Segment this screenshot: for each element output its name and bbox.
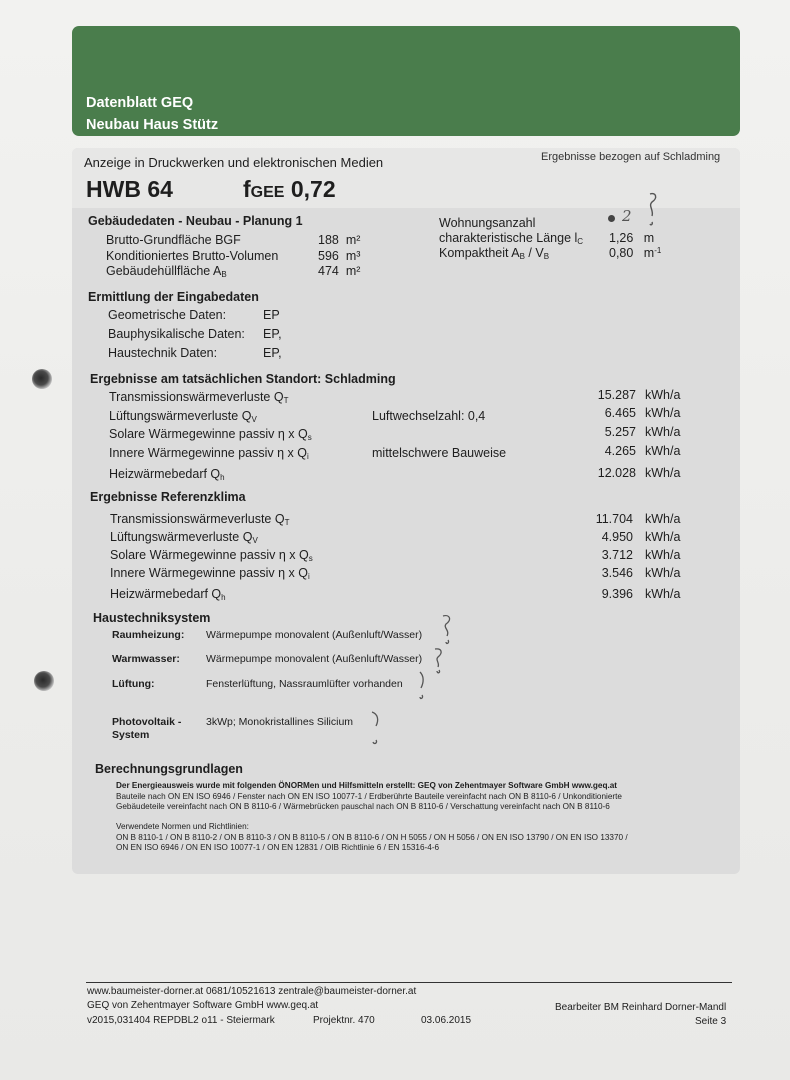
footer-editor: Bearbeiter BM Reinhard Dorner-Mandl: [555, 1002, 727, 1013]
site-unit-internal: kWh/a: [645, 444, 681, 458]
handwritten-dot: [608, 215, 615, 222]
basis-line-1: Bauteile nach ON EN ISO 6946 / Fenster nach ON EN ISO 10077-1 / Erdberührte Bauteile vereinfacht nach ON B 8110-6 / Unkonditionierte: [116, 792, 622, 801]
site-unit-ventilation: kWh/a: [645, 406, 681, 420]
ref-row-internal: Innere Wärmegewinne passiv η x $Q_i$: [110, 566, 310, 581]
footer-project: Projektnr. 470: [313, 1015, 375, 1026]
input-value-physics: EP,: [263, 327, 282, 341]
footer-contact: www.baumeister-dorner.at 0681/10521613 zentrale@baumeister-dorner.at: [87, 986, 417, 997]
site-unit-solar: kWh/a: [645, 425, 681, 439]
building-section-title: Gebäudedaten - Neubau - Planung 1: [88, 214, 303, 228]
basis-norms-title: Verwendete Normen und Richtlinien:: [116, 822, 249, 831]
basis-norms-1: ON B 8110-1 / ON B 8110-2 / ON B 8110-3 / ON B 8110-5 / ON B 8110-6 / ON H 5055 / ON H 5056 / ON EN ISO 13790 / ON EN ISO 13370 /: [116, 833, 628, 842]
site-row-solar: Solare Wärmegewinne passiv η x $Q_s$: [109, 427, 312, 442]
building-value-bgf: 188 m²: [318, 233, 361, 247]
fgee-value: 0,72: [290, 176, 336, 202]
input-row-tech: Haustechnik Daten:: [108, 346, 218, 360]
building-row-compactness: Kompaktheit $A_B / V_B$: [439, 246, 550, 261]
hwb-value: 64: [147, 176, 173, 202]
building-value-char-length: 1,26 m: [609, 231, 655, 245]
ref-unit-transmission: kWh/a: [645, 512, 681, 526]
handwritten-check-mark-1: [640, 190, 666, 232]
ref-value-solar: 3.712: [601, 548, 633, 562]
fgee-label: fGEE 0,72: [243, 176, 336, 202]
handwritten-unit-count: 2: [622, 207, 632, 225]
ht-label-pv: Photovoltaik -: [112, 716, 182, 728]
building-row-char-length: charakteristische Länge $l_C$: [439, 231, 584, 246]
ref-unit-ventilation: kWh/a: [645, 530, 681, 544]
basis-line-2: Gebäudeteile vereinfacht nach ON B 8110-6 / Wärmebrücken pauschal nach ON B 8110-6 / Verschattung vereinfacht nach ON B 8110-6: [116, 802, 610, 811]
punch-hole-bottom: [34, 671, 54, 691]
ref-unit-internal: kWh/a: [645, 566, 681, 580]
site-unit-heating: kWh/a: [645, 466, 681, 480]
ref-row-transmission: Transmissionswärmeverluste $Q_T$: [110, 512, 290, 527]
site-value-internal: 4.265: [604, 444, 636, 458]
input-row-physics: Bauphysikalische Daten:: [108, 327, 245, 341]
building-row-units: Wohnungsanzahl: [439, 216, 536, 230]
building-value-volume: 596 m³: [318, 249, 361, 263]
ht-value-water: Wärmepumpe monovalent (Außenluft/Wasser): [206, 653, 423, 665]
ht-label-water: Warmwasser:: [112, 653, 180, 665]
header-title: Datenblatt GEQ: [86, 95, 194, 111]
handwritten-check-mark-2: [438, 612, 458, 648]
input-value-geometry: EP: [263, 308, 280, 322]
header-subtitle: Neubau Haus Stütz: [86, 117, 219, 133]
input-section-title: Ermittlung der Eingabedaten: [88, 290, 259, 304]
ref-row-solar: Solare Wärmegewinne passiv η x $Q_s$: [110, 548, 313, 563]
results-ref-title: Ergebnisse Referenzklima: [90, 490, 246, 504]
footer-date: 03.06.2015: [421, 1015, 472, 1026]
basis-title: Berechnungsgrundlagen: [95, 762, 243, 776]
site-value-solar: 5.257: [604, 425, 636, 439]
ref-unit-solar: kWh/a: [645, 548, 681, 562]
results-site-title: Ergebnisse am tatsächlichen Standort: Schladming: [90, 372, 396, 386]
ht-label-ventilation: Lüftung:: [112, 678, 155, 690]
ref-value-ventilation: 4.950: [601, 530, 633, 544]
handwritten-check-mark-5: [366, 708, 386, 750]
footer-page: Seite 3: [695, 1016, 727, 1027]
ref-unit-heating: kWh/a: [645, 587, 681, 601]
site-row-ventilation: Lüftungswärmeverluste $Q_V$: [109, 409, 257, 424]
ref-value-heating: 9.396: [601, 587, 633, 601]
hwb-label: HWB 64: [86, 176, 173, 202]
footer-version: v2015,031404 REPDBL2 o11 - Steiermark: [87, 1015, 275, 1026]
haustechnik-title: Haustechniksystem: [93, 611, 211, 625]
ref-row-ventilation: Lüftungswärmeverluste $Q_V$: [110, 530, 258, 545]
building-row-envelope: Gebäudehüllfläche $A_B$: [106, 264, 227, 279]
site-unit-transmission: kWh/a: [645, 388, 681, 402]
ht-value-pv: 3kWp; Monokristallines Silicium: [206, 716, 354, 728]
ht-label-pv-2: System: [112, 729, 150, 741]
site-value-transmission: 15.287: [597, 388, 636, 402]
input-row-geometry: Geometrische Daten:: [108, 308, 227, 322]
punch-hole-top: [32, 369, 52, 389]
site-row-heating: Heizwärmebedarf $Q_h$: [109, 467, 225, 482]
basis-lead: Der Energieausweis wurde mit folgenden ÖNORMen und Hilfsmitteln erstellt: GEQ von Zehentmayer Software GmbH www.geq.at: [116, 781, 618, 790]
footer-rule: [86, 982, 732, 983]
site-row-transmission: Transmissionswärmeverluste $Q_T$: [109, 390, 289, 405]
site-note-ventilation: Luftwechselzahl: 0,4: [372, 409, 486, 423]
building-row-volume: Konditioniertes Brutto-Volumen: [106, 249, 279, 263]
handwritten-check-mark-4: [412, 668, 432, 704]
display-note: Anzeige in Druckwerken und elektronischen Medien: [84, 155, 384, 170]
site-value-heating: 12.028: [597, 466, 636, 480]
ht-label-heating: Raumheizung:: [112, 629, 185, 641]
building-value-envelope: 474 m²: [318, 264, 361, 278]
ht-value-ventilation: Fensterlüftung, Nassraumlüfter vorhanden: [206, 678, 403, 690]
ht-value-heating: Wärmepumpe monovalent (Außenluft/Wasser): [206, 629, 423, 641]
building-value-compactness: 0,80 $m^{-1}$: [609, 246, 662, 260]
site-value-ventilation: 6.465: [604, 406, 636, 420]
site-note-internal: mittelschwere Bauweise: [372, 446, 507, 460]
input-value-tech: EP,: [263, 346, 282, 360]
ref-value-transmission: 11.704: [595, 512, 633, 526]
results-location-note: Ergebnisse bezogen auf Schladming: [541, 151, 721, 163]
site-row-internal: Innere Wärmegewinne passiv η x $Q_i$: [109, 446, 309, 461]
handwritten-check-mark-3: [430, 645, 450, 677]
basis-norms-2: ON EN ISO 6946 / ON EN ISO 10077-1 / ON EN 12831 / OIB Richtlinie 6 / EN 15316-4-6: [116, 843, 440, 852]
ref-row-heating: Heizwärmebedarf $Q_h$: [110, 587, 226, 602]
footer-software: GEQ von Zehentmayer Software GmbH www.geq.at: [87, 1000, 319, 1011]
ref-value-internal: 3.546: [601, 566, 633, 580]
building-row-bgf: Brutto-Grundfläche BGF: [106, 233, 241, 247]
